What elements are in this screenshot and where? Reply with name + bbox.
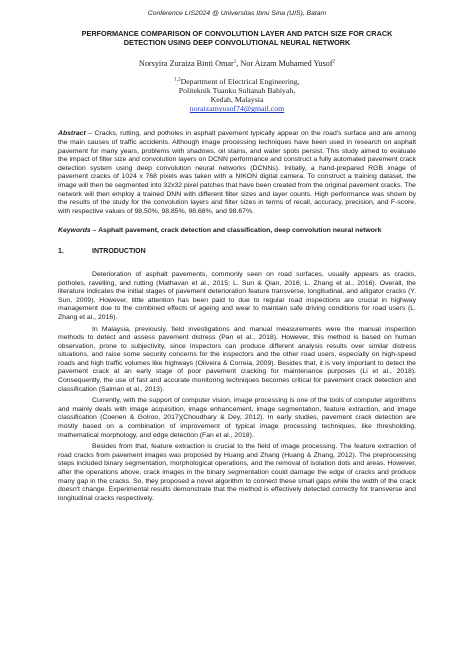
conference-header: Conference LIS2024 @ Universitas Ibnu Sina (UIS), Batam <box>147 10 327 17</box>
affiliation-department <box>58 77 416 86</box>
author-1-name: Norsyira Zuraiza Binti Omar <box>138 58 234 68</box>
author-email-link[interactable]: noraizamyusof74@gmail.com <box>189 104 285 114</box>
body-paragraph-3: Currently, with the support of computer vision, image processing is one of the tools of computer algorithms and mainly deals with image acquisition, image enhancement, image segmentation, feature extraction, and image classification (Coenen & Golroo, 2017)(Choudhary & Dey, 2012). In early studies, pavement crack detection are mostly based on a combination of improvement of typical image processing techniques, like thresholding, mathematical morphology, and edge detection (Fan et al., 2018). <box>58 397 416 439</box>
author-2-name: Nor Aizam Muhamed Yusof <box>240 58 333 68</box>
body-paragraph-2: In Malaysia, previously, field investigations and manual measurements were the manual inspection methods to detect and assess pavement distress (Pan et al., 2018). However, this method is based on human observation, prone to subjectivity, since inspectors can produce different analysis results over similar distress situations, and raise some security concerns for the inspectors and the other road users, especially on high-speed roads and high traffic volumes like highways (Oliveira & Correia, 2009). Besides that, it is very important to detect the pavement crack at an early stage of poor pavement cracking for maintenance purposes (Li et al., 2018). Consequently, the use of fast and accurate monitoring techniques becomes critical for pavement crack detection and classification (Salman et al., 2013). <box>58 325 416 393</box>
introduction-body <box>58 271 416 503</box>
section-number: 1. <box>58 247 64 255</box>
affiliation-superscript: 1,2 <box>174 77 181 82</box>
author-2-superscript: 2 <box>332 58 336 64</box>
abstract-text: – Cracks, rutting, and potholes in asphalt pavement typically appear on the road's surface and are among the main causes of traffic accidents. Although image processing techniques have been used in research on asphalt pavement for many years, problems with shadows, oil stains, and water spots persist. This study aimed to evaluate the impact of filter size and convolution layers on DCNN performance and construct a fully automated pavement crack detection system using deep convolution neural networks (DCNNs). Initially, a hand-prepared RGB image of pavement cracks of 1024 x 768 pixels was taken with a NIKON digital camera. To construct a training dataset, the image will then be segmented into 32x32 pixel patches that have been created from the original pavement cracks. The network will then employ a trained DNN with different filter sizes and layer counts. High performance was shown by the results of the study for the convolution layers and filter sizes in terms of recall, accuracy, precision, and F-score, with respective values of 98.50%, 98.85%, 98.68%, and 98.67%. <box>58 130 416 215</box>
section-heading-introduction <box>58 247 416 256</box>
affiliation-city: Kedah, Malaysia <box>210 95 264 104</box>
keywords-label: Keywords <box>58 227 91 235</box>
body-paragraph-1: Deterioration of asphalt pavements, commonly seen on road surfaces, usually appears as cracks, potholes, ravelling, and rutting (Mathavan et al., 2015; L. Sun & Qian, 2016; L. Zhang et al., 2016). Overall, the literature indicates the initial stages of pavement deterioration feature transverse, longitudinal, and alligator cracks (Y. Sun, 2009). However, little attention has been paid to due to regular road inspections are crucial in highway management due to the combined effects of ageing and wear to maintain safe driving conditions for road users (L. Zhang et al., 2016). <box>58 270 416 321</box>
paper-title <box>58 29 416 48</box>
abstract-label: Abstract <box>58 130 86 138</box>
body-paragraph-4: Besides from that, feature extraction is crucial to the field of image processing. The feature extraction of road cracks from pavement images was proposed by Huang and Zhang (Huang & Zhang, 2012). The preprocessing steps included binary segmentation, morphological operations, and the removal of isolation dots and areas. However, after the operations above, crack images in the binary segmentation could damage the edge of cracks and produce many gap in the cracks. So, they proposed a novel algorithm to connect these small gaps while the width of the crack doesn't change. Experimental results demonstrate that the method is effectively detected correctly for transverse and longitudinal cracks respectively. <box>58 443 416 502</box>
section-title: INTRODUCTION <box>92 247 146 255</box>
paper-title-line-2: DETECTION USING DEEP CONVOLUTIONAL NEURAL NETWORK <box>123 38 351 48</box>
keywords-text: – Asphalt pavement, crack detection and classification, deep convolution neural network <box>90 227 382 235</box>
affiliation-block <box>58 77 416 114</box>
author-1-superscript: 1 <box>233 58 237 64</box>
keywords <box>58 227 416 236</box>
author-separator: , <box>236 58 241 68</box>
affiliation-school: Politeknik Tuanku Sultanah Bahiyah, <box>178 85 296 95</box>
abstract <box>58 130 416 216</box>
paper-title-line-1: PERFORMANCE COMPARISON OF CONVOLUTION LAYER AND PATCH SIZE FOR CRACK <box>81 29 393 38</box>
author-line <box>58 59 416 69</box>
affiliation-department-text: Department of Electrical Engineering, <box>180 76 300 86</box>
